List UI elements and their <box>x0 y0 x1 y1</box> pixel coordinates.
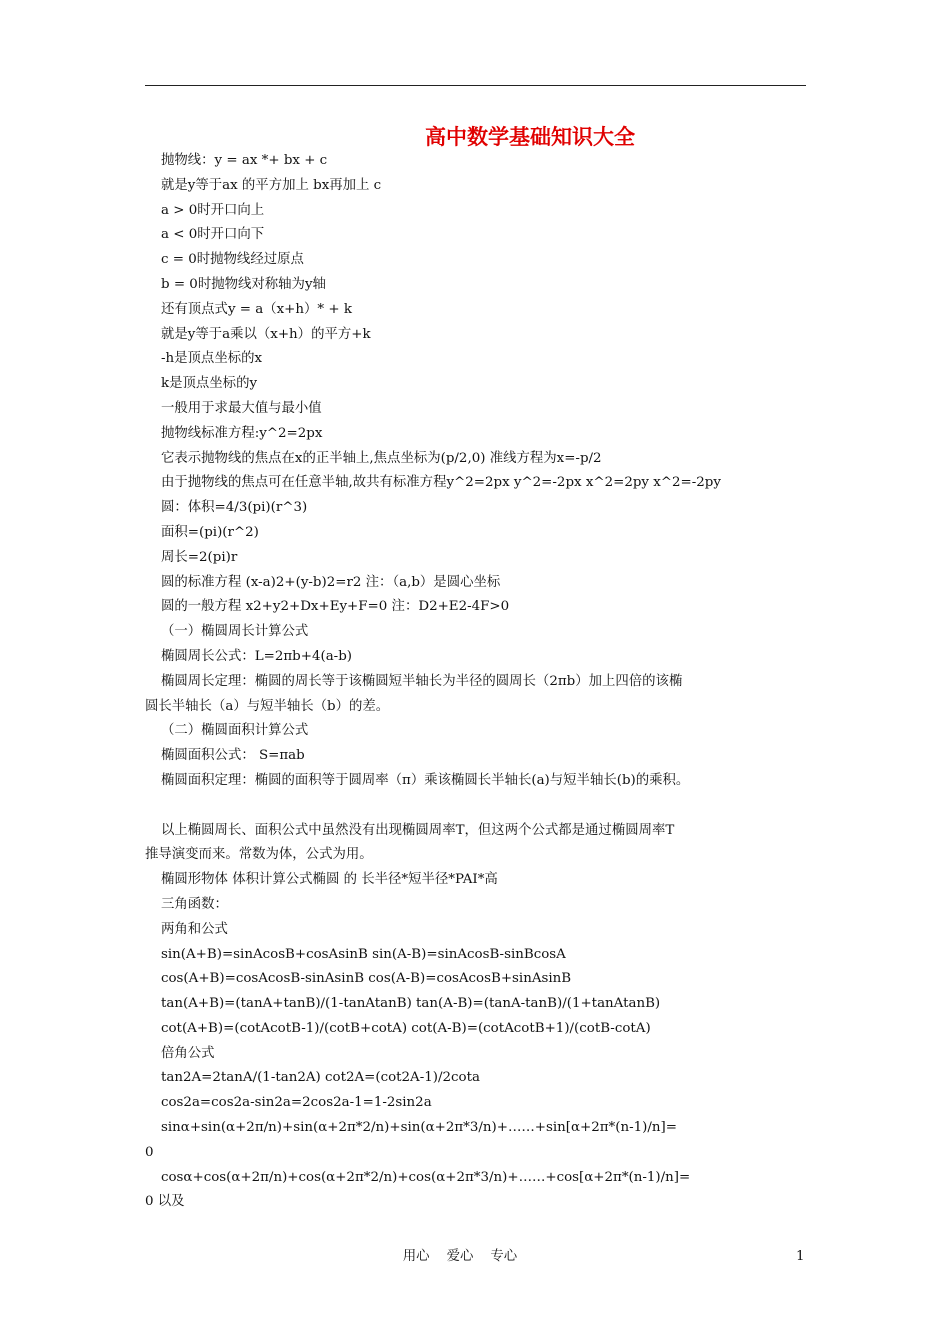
text-line: 圆的标准方程 (x-a)2+(y-b)2=r2 注：（a,b）是圆心坐标 <box>161 574 501 590</box>
text-line: 椭圆面积公式： S=πab <box>161 748 305 764</box>
text-line: 椭圆形物体 体积计算公式椭圆 的 长半径*短半径*PAI*高 <box>161 872 498 888</box>
text-line: c = 0时抛物线经过原点 <box>161 252 304 268</box>
text-line: tan2A=2tanA/(1-tan2A) cot2A=(cot2A-1)/2cota <box>161 1070 480 1086</box>
text-line: 还有顶点式y = a（x+h）* + k <box>161 301 352 317</box>
text-line: tan(A+B)=(tanA+tanB)/(1-tanAtanB) tan(A-B)=(tanA-tanB)/(1+tanAtanB) <box>161 996 661 1012</box>
text-line: 圆长半轴长（a）与短半轴长（b）的差。 <box>145 698 390 714</box>
text-line: -h是顶点坐标的x <box>161 351 263 367</box>
text-line: 圆：体积=4/3(pi)(r^3) <box>161 500 308 516</box>
blank-line <box>145 794 815 819</box>
text-line: cos2a=cos2a-sin2a=2cos2a-1=1-2sin2a <box>161 1095 432 1111</box>
text-line: 椭圆周长定理：椭圆的周长等于该椭圆短半轴长为半径的圆周长（2πb）加上四倍的该椭 <box>161 673 683 689</box>
text-line: 一般用于求最大值与最小值 <box>161 400 322 416</box>
footer-motto: 用心 爱心 专心 <box>402 1249 518 1264</box>
page-number: 1 <box>796 1249 805 1264</box>
text-line: （二）椭圆面积计算公式 <box>161 723 309 739</box>
text-line: 就是y等于ax 的平方加上 bx再加上 c <box>161 177 382 193</box>
text-line: （一）椭圆周长计算公式 <box>161 624 309 640</box>
text-line: 椭圆周长公式：L=2πb+4(a-b) <box>161 648 353 664</box>
text-line: cosα+cos(α+2π/n)+cos(α+2π*2/n)+cos(α+2π*3/n)+……+cos[α+2π*(n-1)/n]= <box>161 1169 691 1185</box>
text-line: b = 0时抛物线对称轴为y轴 <box>161 276 326 292</box>
text-line: k是顶点坐标的y <box>161 376 258 392</box>
text-line: 周长=2(pi)r <box>161 549 238 565</box>
text-line: 0 <box>145 1144 154 1160</box>
header-rule <box>145 85 806 86</box>
text-line: a > 0时开口向上 <box>161 202 265 218</box>
text-line: 面积=(pi)(r^2) <box>161 524 259 540</box>
text-line: 抛物线：y = ax *+ bx + c <box>161 153 328 168</box>
text-line: 倍角公式 <box>161 1045 215 1061</box>
document-title: 高中数学基础知识大全 <box>425 125 635 149</box>
text-line: 以上椭圆周长、面积公式中虽然没有出现椭圆周率T，但这两个公式都是通过椭圆周率T <box>161 822 675 838</box>
text-line: 三角函数： <box>161 896 228 912</box>
text-line: 圆的一般方程 x2+y2+Dx+Ey+F=0 注：D2+E2-4F>0 <box>161 599 510 615</box>
text-line: 抛物线标准方程:y^2=2px <box>161 425 323 441</box>
text-line: cos(A+B)=cosAcosB-sinAsinB cos(A-B)=cosAcosB+sinAsinB <box>161 971 572 987</box>
text-line: a < 0时开口向下 <box>161 227 265 243</box>
text-line: 就是y等于a乘以（x+h）的平方+k <box>161 326 371 342</box>
text-line: 两角和公式 <box>161 921 228 937</box>
text-line: sinα+sin(α+2π/n)+sin(α+2π*2/n)+sin(α+2π*3/n)+……+sin[α+2π*(n-1)/n]= <box>161 1120 677 1136</box>
text-line: 由于抛物线的焦点可在任意半轴,故共有标准方程y^2=2px y^2=-2px x^2=2py x^2=-2py <box>161 475 721 491</box>
document-body <box>145 149 815 1215</box>
text-line: 它表示抛物线的焦点在x的正半轴上,焦点坐标为(p/2,0) 准线方程为x=-p/2 <box>161 450 602 466</box>
text-line: cot(A+B)=(cotAcotB-1)/(cotB+cotA) cot(A-B)=(cotAcotB+1)/(cotB-cotA) <box>161 1020 651 1036</box>
text-line: sin(A+B)=sinAcosB+cosAsinB sin(A-B)=sinAcosB-sinBcosA <box>161 946 566 962</box>
text-line: 椭圆面积定理：椭圆的面积等于圆周率（π）乘该椭圆长半轴长(a)与短半轴长(b)的乘积。 <box>161 772 690 788</box>
text-line: 推导演变而来。常数为体，公式为用。 <box>145 847 373 863</box>
text-line: 0 以及 <box>145 1194 185 1210</box>
